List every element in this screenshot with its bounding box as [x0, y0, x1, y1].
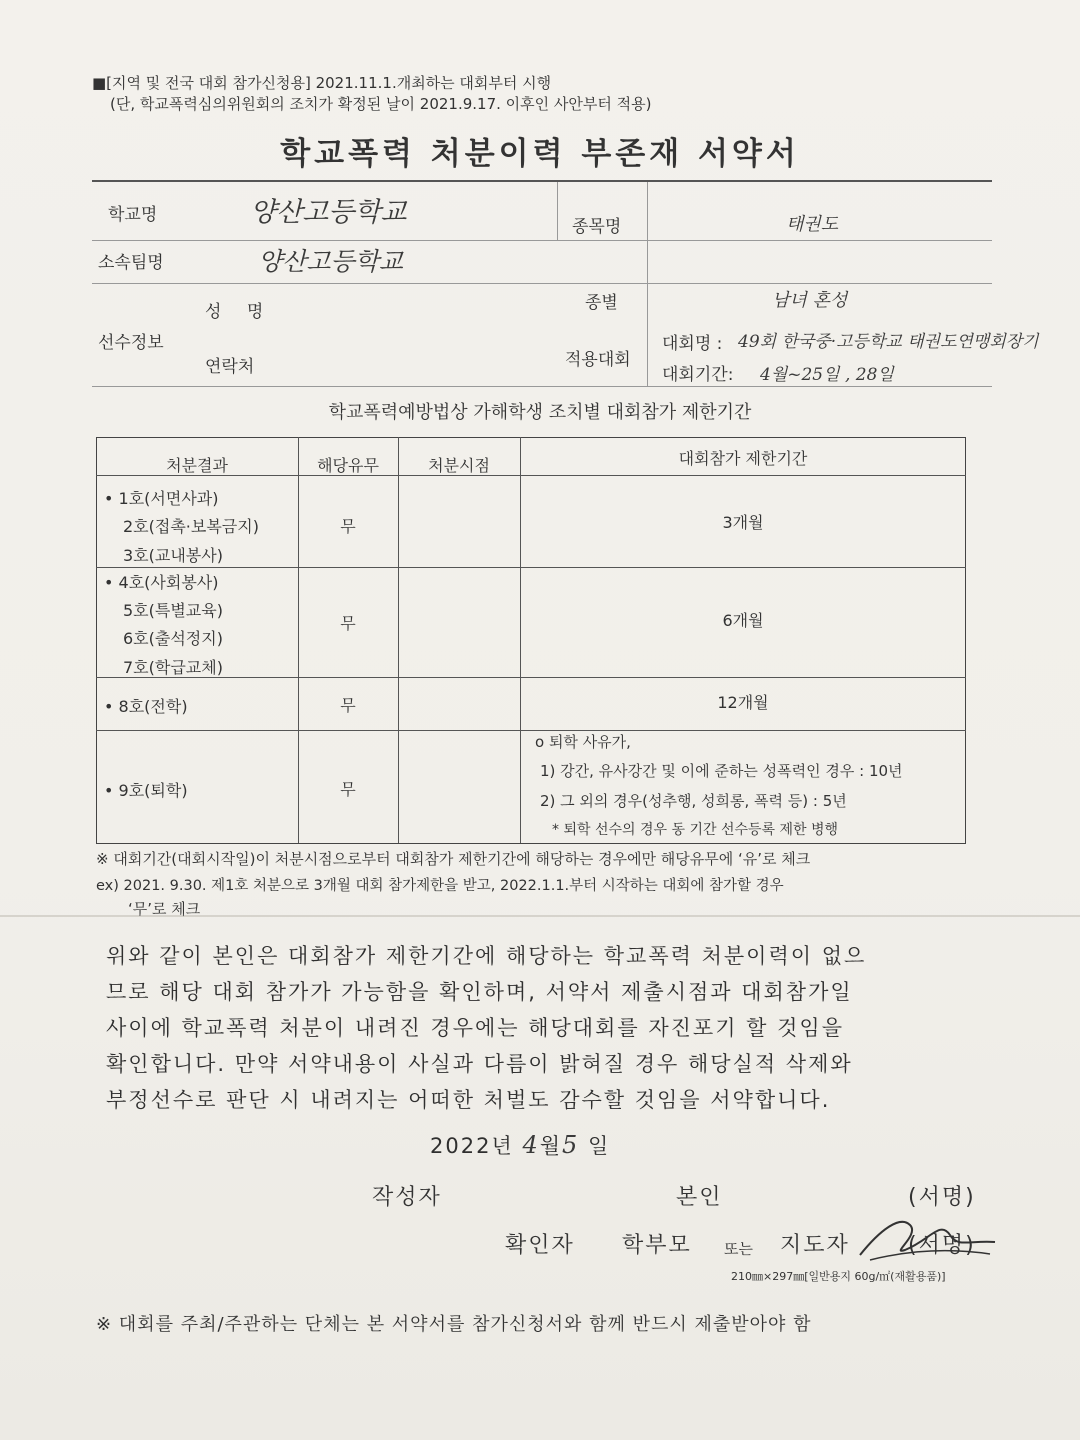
date-month-suffix: 월 — [539, 1134, 563, 1158]
school-value: 양산고등학교 — [250, 197, 407, 228]
info-divider — [92, 240, 992, 241]
competition-label: 적용대회 — [565, 350, 631, 370]
restriction-period: 6개월 — [722, 611, 764, 630]
event-label: 종목명 — [572, 217, 622, 237]
writer-label: 작성자 — [372, 1185, 442, 1210]
table-rule — [96, 677, 966, 678]
self-label: 본인 — [676, 1185, 723, 1210]
pledge-line: 확인합니다. 만약 서약내용이 사실과 다름이 밝혀질 경우 해당실적 삭제와 — [106, 1052, 853, 1076]
parent-label: 학부모 — [622, 1233, 692, 1258]
table-rule — [96, 567, 966, 568]
applies-value: 무 — [340, 614, 356, 633]
notice-line-2: (단, 학교폭력심의위원회의 조치가 확정된 날이 2021.9.17. 이후인 사안부터 적용) — [110, 95, 652, 113]
contact-label: 연락처 — [205, 357, 255, 377]
pledge-line: 므로 해당 대회 참가가 가능함을 확인하며, 서약서 제출시점과 대회참가일 — [106, 980, 853, 1004]
table-rule — [96, 730, 966, 731]
date-year-suffix: 년 — [491, 1134, 514, 1158]
competition-period-value: 4월~25일 , 28일 — [760, 365, 894, 385]
date-year: 2022 — [430, 1134, 492, 1158]
disposition-item: • 1호(서면사과) — [104, 489, 219, 508]
table-rule — [520, 437, 521, 843]
document-title: 학교폭력 처분이력 부존재 서약서 — [280, 136, 800, 172]
pledge-line: 사이에 학교폭력 처분이 내려진 경우에는 해당대회를 자진포기 할 것임을 — [106, 1016, 844, 1040]
disposition-item: • 4호(사회봉사) — [104, 573, 219, 592]
name-label: 성 명 — [205, 302, 274, 322]
confirmer-label: 확인자 — [505, 1233, 575, 1258]
info-divider — [92, 386, 992, 387]
disposition-item: 2호(접촉·보복금지) — [123, 517, 259, 536]
or-label: 또는 — [724, 1240, 753, 1258]
date-day: 5 — [562, 1131, 580, 1159]
info-divider — [557, 182, 558, 240]
team-value: 양산고등학교 — [258, 247, 403, 276]
bottom-note: ※ 대회를 주최/주관하는 단체는 본 서약서를 참가신청서와 함께 반드시 제출받아야 함 — [96, 1314, 812, 1335]
applies-value: 무 — [340, 517, 356, 536]
restriction-period: 3개월 — [722, 513, 764, 532]
section-title: 학교폭력예방법상 가해학생 조치별 대회참가 제한기간 — [328, 402, 752, 423]
coach-label: 지도자 — [780, 1233, 850, 1258]
sign-label: (서명) — [908, 1185, 976, 1210]
team-label: 소속팀명 — [98, 253, 164, 273]
info-divider — [92, 283, 992, 284]
competition-period-label: 대회기간: — [662, 365, 734, 385]
column-header: 처분시점 — [428, 456, 490, 475]
expulsion-note: o 퇴학 사유가, — [535, 733, 631, 751]
info-divider — [647, 182, 648, 386]
category-label: 종별 — [585, 293, 618, 313]
disposition-item: • 8호(전학) — [104, 697, 188, 716]
notice-line-1: ■[지역 및 전국 대회 참가신청용] 2021.11.1.개최하는 대회부터 시행 — [92, 74, 552, 92]
restriction-period: 12개월 — [717, 693, 769, 712]
disposition-item: 5호(특별교육) — [123, 601, 223, 620]
disposition-item: • 9호(퇴학) — [104, 781, 188, 800]
pledge-line: 위와 같이 본인은 대회참가 제한기간에 해당하는 학교폭력 처분이력이 없으 — [106, 944, 867, 968]
disposition-item: 3호(교내봉사) — [123, 546, 223, 565]
applies-value: 무 — [340, 696, 356, 715]
disposition-item: 7호(학급교체) — [123, 658, 223, 677]
school-label: 학교명 — [108, 205, 158, 225]
expulsion-note: * 퇴학 선수의 경우 동 기간 선수등록 제한 병행 — [552, 822, 839, 838]
competition-name-label: 대회명 : — [662, 334, 723, 354]
category-value: 남녀 혼성 — [772, 290, 848, 311]
date-day-suffix: 일 — [587, 1134, 611, 1158]
restriction-table — [96, 437, 966, 844]
date-month: 4 — [522, 1131, 540, 1159]
handwritten-signature — [850, 1210, 1000, 1270]
expulsion-note: 1) 강간, 유사강간 및 이에 준하는 성폭력인 경우 : 10년 — [540, 762, 903, 780]
applies-value: 무 — [340, 780, 356, 799]
table-rule — [398, 437, 399, 843]
footnote-line-3: ‘무’로 체크 — [128, 900, 201, 918]
date-line — [430, 1130, 610, 1160]
expulsion-note: 2) 그 외의 경우(성추행, 성희롱, 폭력 등) : 5년 — [540, 792, 847, 810]
disposition-item: 6호(출석정지) — [123, 629, 223, 648]
column-header: 대회참가 제한기간 — [678, 449, 808, 468]
footnote-line-2: ex) 2021. 9.30. 제1호 처분으로 3개월 대회 참가제한을 받고, 2022.1.1.부터 시작하는 대회에 참가할 경우 — [96, 878, 784, 894]
column-header: 해당유무 — [317, 456, 379, 475]
competition-name-value: 49회 한국중·고등학교 태권도연맹회장기 — [738, 332, 1039, 352]
paper-spec: 210㎜×297㎜[일반용지 60g/㎡(재활용품)] — [731, 1270, 946, 1283]
footnote-line-1: ※ 대회기간(대회시작일)이 처분시점으로부터 대회참가 제한기간에 해당하는 경우에만 해당유무에 ‘유’로 체크 — [96, 850, 811, 868]
pledge-line: 부정선수로 판단 시 내려지는 어떠한 처벌도 감수할 것임을 서약합니다. — [106, 1088, 831, 1112]
event-value: 태권도 — [786, 214, 839, 235]
column-header: 처분결과 — [166, 456, 228, 475]
player-info-label: 선수정보 — [98, 333, 164, 353]
sign-label-2: (서명) — [908, 1233, 976, 1258]
title-underline — [92, 180, 992, 182]
